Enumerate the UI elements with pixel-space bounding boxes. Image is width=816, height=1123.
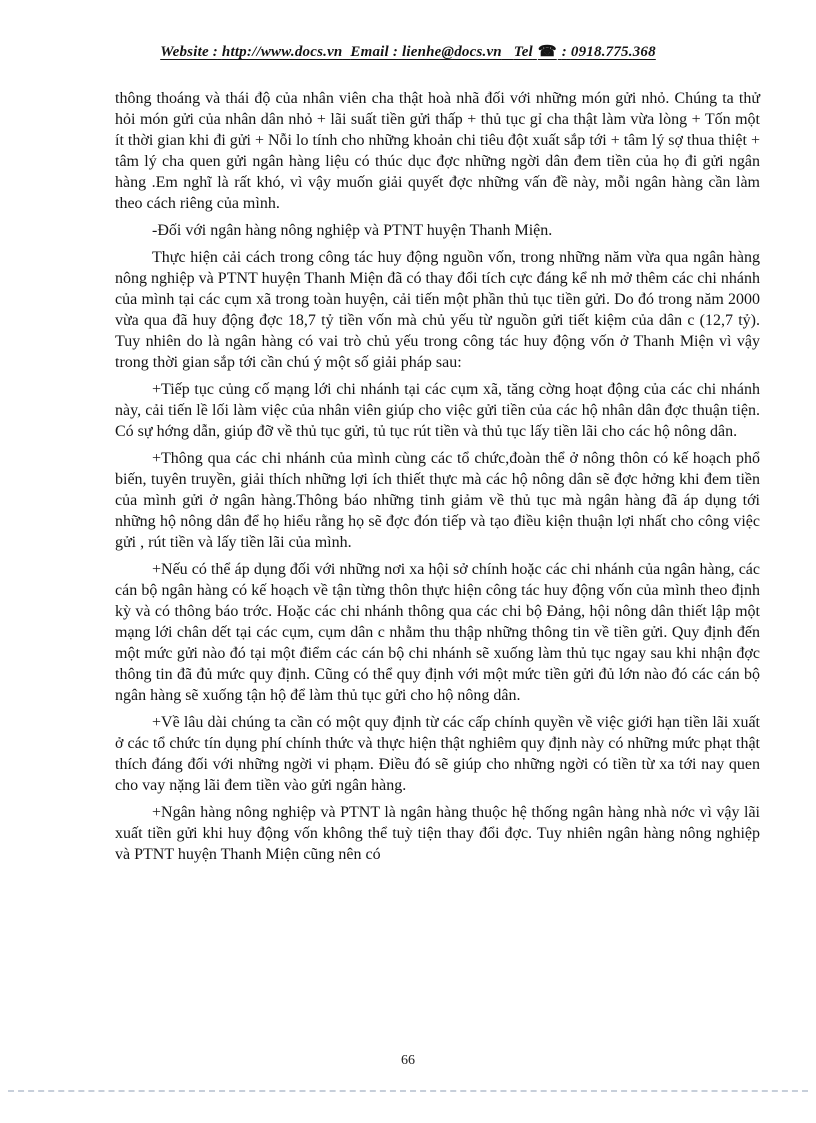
paragraph-bullet-plus: +Về lâu dài chúng ta cần có một quy định từ các cấp chính quyền về việc giới hạn tiền lãi xuất ở các tổ chức tín dụng phí chính thức và thực hiện thật nghiêm quy định này có những mức phạt thật thích đáng đối với những ngời vi phạm. Điều đó sẽ giúp cho những ngời có tiền từ xa tới nay quen cho vay nặng lãi đem tiền vào gửi ngân hàng. xyxy=(115,714,760,794)
paragraph-heading-dash: -Đối với ngân hàng nông nghiệp và PTNT huyện Thanh Miện. xyxy=(152,222,553,239)
page-number: 66 xyxy=(401,1053,415,1068)
page-footer xyxy=(0,1053,816,1069)
paragraph-bullet-plus: +Ngân hàng nông nghiệp và PTNT là ngân hàng thuộc hệ thống ngân hàng nhà nớc vì vậy lãi xuất tiền gửi khi huy động vốn không thể tuỳ tiện thay đổi đợc. Tuy nhiên ngân hàng nông nghiệp và PTNT huyện Thanh Miện cũng nên có xyxy=(115,804,760,863)
tel-value: 0918.775.368 xyxy=(570,44,656,60)
document-body xyxy=(115,88,760,871)
header-text xyxy=(160,44,656,60)
paragraph: Thực hiện cải cách trong công tác huy động nguồn vốn, trong những năm vừa qua ngân hàng nông nghiệp và PTNT huyện Thanh Miện đã có thay đổi tích cực đáng kể nh mở thêm các chi nhánh của mình tại các cụm xã trong toàn huyện, cải tiến một phần thủ tục tiền gửi. Do đó trong năm 2000 vừa qua đã huy động đợc 18,7 tỷ tiền vốn mà chủ yếu từ nguồn gửi tiết kiệm của dân c (12,7 tỷ). Tuy nhiên do là ngân hàng có vai trò chủ yếu trong công tác huy động vốn ở Thanh Miện vì vậy trong thời gian sắp tới cần chú ý một số giải pháp sau: xyxy=(115,249,760,371)
email-label: Email : xyxy=(350,44,399,60)
paragraph-continuation: thông thoáng và thái độ của nhân viên cha thật hoà nhã đối với những món gửi nhỏ. Chúng ta thử hỏi món gửi của nhân dân nhỏ + lãi suất tiền gửi thấp + thủ tục gỉ cha thật làm vừa lòng + Tốn một ít thời gian khi đi gửi + Nỗi lo tính cho những khoản chi tiêu đột xuất sắp tới + tâm lý sợ thua thiệt + tâm lý cha quen gửi ngân hàng liệu có thúc dục đợc những ngời dân đem tiền của họ đi gửi ngân hàng .Em nghĩ là rất khó, vì vậy muốn giải quyết đợc những vấn đề này, mỗi ngân hàng cần làm theo cách riêng của mình. xyxy=(115,90,760,212)
tel-label: Tel xyxy=(513,44,533,60)
phone-icon: ☎ xyxy=(537,44,557,60)
website-label: Website : xyxy=(160,44,218,60)
paragraph-bullet-plus: +Tiếp tục củng cố mạng lới chi nhánh tại các cụm xã, tăng cờng hoạt động của các chi nhánh này, cải tiến lề lối làm việc của nhân viên giúp cho việc gửi tiền của các hộ nhân dân đợc thuận tiện. Có sự hớng dẫn, giúp đỡ về thủ tục gửi, tủ tục rút tiền và thủ tục lấy tiền lãi cho các hộ nông dân. xyxy=(115,381,760,440)
page-header xyxy=(0,42,816,61)
email-value: lienhe@docs.vn xyxy=(401,44,502,60)
tel-separator: : xyxy=(561,44,567,60)
page-break-divider xyxy=(8,1090,808,1092)
paragraph-bullet-plus: +Thông qua các chi nhánh của mình cùng các tổ chức,đoàn thể ở nông thôn có kế hoạch phổ biến, tuyên truyền, giải thích những lợi ích thiết thực mà các hộ nông dân sẽ đợc hởng khi đem tiền của mình gửi ở ngân hàng.Thông báo những tinh giảm về thủ tục mà ngân hàng đã áp dụng tới những hộ nông dân để họ hiểu rằng họ sẽ đợc đón tiếp và tạo điều kiện thuận lợi nhất cho công việc gửi , rút tiền và lấy tiền lãi của mình. xyxy=(115,450,760,551)
website-url: http://www.docs.vn xyxy=(221,44,343,60)
paragraph-bullet-plus: +Nếu có thể áp dụng đối với những nơi xa hội sở chính hoặc các chi nhánh của ngân hàng, các cán bộ ngân hàng có kế hoạch về tận từng thôn thực hiện công tác huy động vốn của mình theo định kỳ và có thông báo trớc. Hoặc các chi nhánh thông qua các chi bộ Đảng, hội nông dân thiết lập một mạng lới chân dết tại các cụm, cụm dân c nhằm thu thập những thông tin về tiền gửi. Quy định đến một mức gửi nào đó tại một điểm các cán bộ chi nhánh sẽ xuống làm thủ tục ngay sau khi nhận đợc thông tin đã đủ mức quy định. Cũng có thể quy định với một mức tiền gửi đủ lớn nào đó các cán bộ ngân hàng sẽ xuống tận hộ để làm thủ tục gửi cho hộ nông dân. xyxy=(115,561,760,704)
